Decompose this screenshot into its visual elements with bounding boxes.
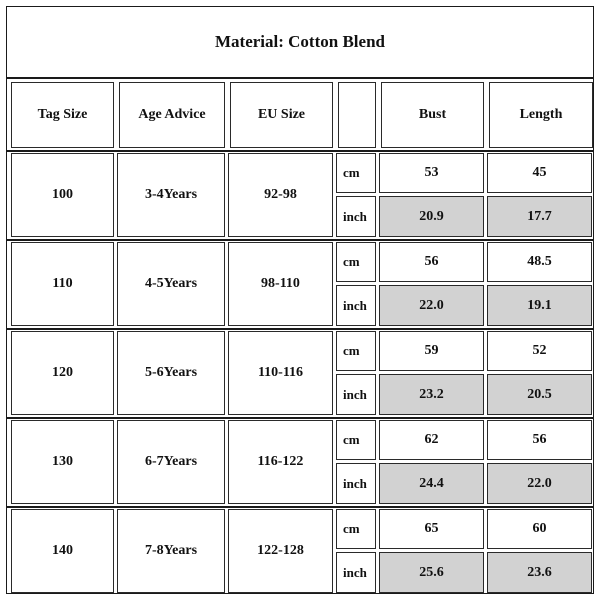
bust-cm-cell: 65 xyxy=(379,509,484,549)
age-advice-cell: 3-4Years xyxy=(117,153,225,237)
unit-inch-cell: inch xyxy=(336,285,376,326)
tag-size-cell: 110 xyxy=(11,242,114,326)
header-bust: Bust xyxy=(381,82,484,148)
group-divider xyxy=(7,506,593,508)
length-cm-cell: 45 xyxy=(487,153,592,193)
eu-size-cell: 122-128 xyxy=(228,509,333,593)
header-age-advice: Age Advice xyxy=(119,82,225,148)
eu-size-cell: 110-116 xyxy=(228,331,333,415)
unit-cm-cell: cm xyxy=(336,509,376,549)
header-unit xyxy=(338,82,376,148)
length-inch-cell: 22.0 xyxy=(487,463,592,504)
unit-inch-cell: inch xyxy=(336,463,376,504)
length-cm-cell: 56 xyxy=(487,420,592,460)
bust-inch-cell: 24.4 xyxy=(379,463,484,504)
size-chart xyxy=(6,6,594,594)
bust-cm-cell: 59 xyxy=(379,331,484,371)
bust-cm-cell: 62 xyxy=(379,420,484,460)
tag-size-cell: 130 xyxy=(11,420,114,504)
bust-inch-cell: 22.0 xyxy=(379,285,484,326)
tag-size-cell: 120 xyxy=(11,331,114,415)
unit-cm-cell: cm xyxy=(336,420,376,460)
length-inch-cell: 17.7 xyxy=(487,196,592,237)
length-cm-cell: 60 xyxy=(487,509,592,549)
length-cm-cell: 52 xyxy=(487,331,592,371)
group-divider xyxy=(7,239,593,241)
tag-size-cell: 140 xyxy=(11,509,114,593)
eu-size-cell: 92-98 xyxy=(228,153,333,237)
unit-cm-cell: cm xyxy=(336,242,376,282)
age-advice-cell: 4-5Years xyxy=(117,242,225,326)
eu-size-cell: 98-110 xyxy=(228,242,333,326)
unit-cm-cell: cm xyxy=(336,153,376,193)
header-length: Length xyxy=(489,82,593,148)
length-inch-cell: 20.5 xyxy=(487,374,592,415)
age-advice-cell: 5-6Years xyxy=(117,331,225,415)
age-advice-cell: 6-7Years xyxy=(117,420,225,504)
group-divider xyxy=(7,150,593,152)
unit-cm-cell: cm xyxy=(336,331,376,371)
bust-inch-cell: 25.6 xyxy=(379,552,484,593)
group-divider xyxy=(7,328,593,330)
length-cm-cell: 48.5 xyxy=(487,242,592,282)
group-divider xyxy=(7,417,593,419)
bust-inch-cell: 20.9 xyxy=(379,196,484,237)
length-inch-cell: 23.6 xyxy=(487,552,592,593)
length-inch-cell: 19.1 xyxy=(487,285,592,326)
bust-inch-cell: 23.2 xyxy=(379,374,484,415)
header-eu-size: EU Size xyxy=(230,82,333,148)
bust-cm-cell: 56 xyxy=(379,242,484,282)
unit-inch-cell: inch xyxy=(336,552,376,593)
bust-cm-cell: 53 xyxy=(379,153,484,193)
age-advice-cell: 7-8Years xyxy=(117,509,225,593)
eu-size-cell: 116-122 xyxy=(228,420,333,504)
unit-inch-cell: inch xyxy=(336,196,376,237)
chart-title: Material: Cotton Blend xyxy=(7,7,593,79)
header-tag-size: Tag Size xyxy=(11,82,114,148)
tag-size-cell: 100 xyxy=(11,153,114,237)
unit-inch-cell: inch xyxy=(336,374,376,415)
